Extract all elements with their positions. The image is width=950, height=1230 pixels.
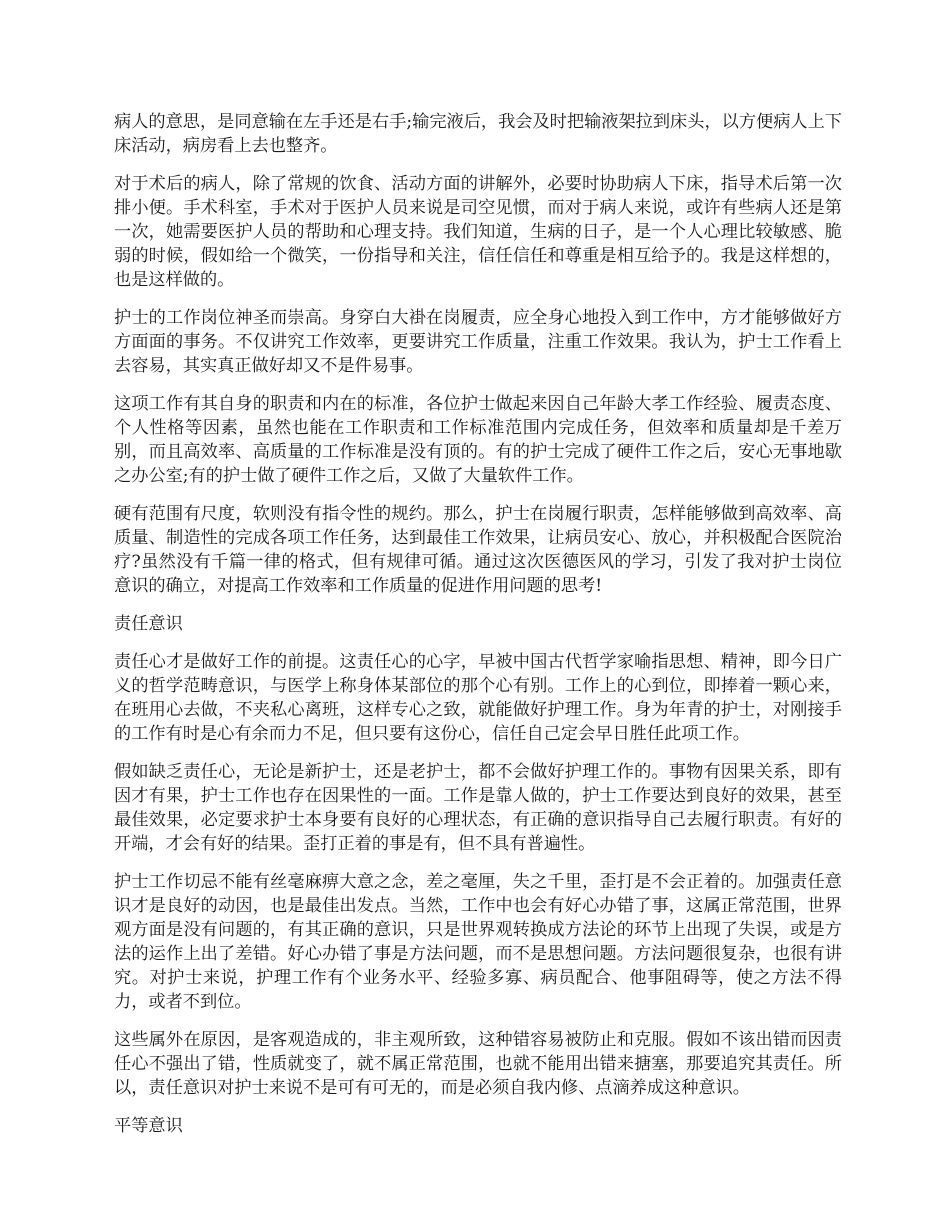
document-page <box>114 110 842 1152</box>
paragraph: 责任心才是做好工作的前提。这责任心的心字，早被中国古代哲学家喻指思想、精神，即今日广义的哲学范畴意识，与医学上称身体某部位的那个心有别。工作上的心到位，即捧着一颗心来，在班用心去做，不夹私心离班，这样专心之致，就能做好护理工作。身为年青的护士，对刚接手的工作有时是心有余而力不足，但只要有这份心，信任自己定会早日胜任此项工作。 <box>114 652 842 744</box>
paragraph: 对于术后的病人，除了常规的饮食、活动方面的讲解外，必要时协助病人下床，指导术后第一次排小便。手术科室，手术对于医护人员来说是司空见惯，而对于病人来说，或许有些病人还是第一次，她需要医护人员的帮助和心理支持。我们知道，生病的日子，是一个人心理比较敏感、脆弱的时候，假如给一个微笑，一份指导和关注，信任信任和尊重是相互给予的。我是这样想的，也是这样做的。 <box>114 174 842 290</box>
paragraph: 护士工作切忌不能有丝毫麻痹大意之念，差之毫厘，失之千里，歪打是不会正着的。加强责任意识才是良好的动因，也是最佳出发点。当然，工作中也会有好心办错了事，这属正常范围，世界观方面是没有问题的，有其正确的意识，只是世界观转换成方法论的环节上出现了失误，或是方法的运作上出了差错。好心办错了事是方法问题，而不是思想问题。方法问题很复杂，也很有讲究。对护士来说，护理工作有个业务水平、经验多寡、病员配合、他事阻碍等，使之方法不得力，或者不到位。 <box>114 872 842 1012</box>
paragraph: 护士的工作岗位神圣而崇高。身穿白大褂在岗履责，应全身心地投入到工作中，方才能够做好方方面面的事务。不仅讲究工作效率，更要讲究工作质量，注重工作效果。我认为，护士工作看上去容易，其实真正做好却又不是件易事。 <box>114 308 842 376</box>
paragraph: 这些属外在原因，是客观造成的，非主观所致，这种错容易被防止和克服。假如不该出错而因责任心不强出了错，性质就变了，就不属正常范围，也就不能用出错来搪塞，那要追究其责任。所以，责任意识对护士来说不是可有可无的，而是必须自我内修、点滴养成这种意识。 <box>114 1030 842 1098</box>
paragraph: 病人的意思，是同意输在左手还是右手;输完液后，我会及时把输液架拉到床头，以方便病人上下床活动，病房看上去也整齐。 <box>114 112 842 156</box>
paragraph: 硬有范围有尺度，软则没有指令性的规约。那么，护士在岗履行职责，怎样能够做到高效率、高质量、制造性的完成各项工作任务，达到最佳工作效果，让病员安心、放心，并积极配合医院治疗?虽然没有千篇一律的格式，但有规律可循。通过这次医德医风的学习，引发了我对护士岗位意识的确立，对提高工作效率和工作质量的促进作用问题的思考! <box>114 504 842 596</box>
paragraph: 这项工作有其自身的职责和内在的标准，各位护士做起来因自己年龄大孝工作经验、履责态度、个人性格等因素，虽然也能在工作职责和工作标准范围内完成任务，但效率和质量却是千差万别，而且高效率、高质量的工作标准是没有顶的。有的护士完成了硬件工作之后，安心无事地歇之办公室;有的护士做了硬件工作之后，又做了大量软件工作。 <box>114 394 842 486</box>
paragraph: 假如缺乏责任心，无论是新护士，还是老护士，都不会做好护理工作的。事物有因果关系，即有因才有果，护士工作也存在因果性的一面。工作是靠人做的，护士工作要达到良好的效果，甚至最佳效果，必定要求护士本身要有良好的心理状态，有正确的意识指导自己去履行职责。有好的开端，才会有好的结果。歪打正着的事是有，但不具有普遍性。 <box>114 762 842 854</box>
section-heading-equality: 平等意识 <box>114 1116 183 1136</box>
section-heading-responsibility: 责任意识 <box>114 614 183 634</box>
